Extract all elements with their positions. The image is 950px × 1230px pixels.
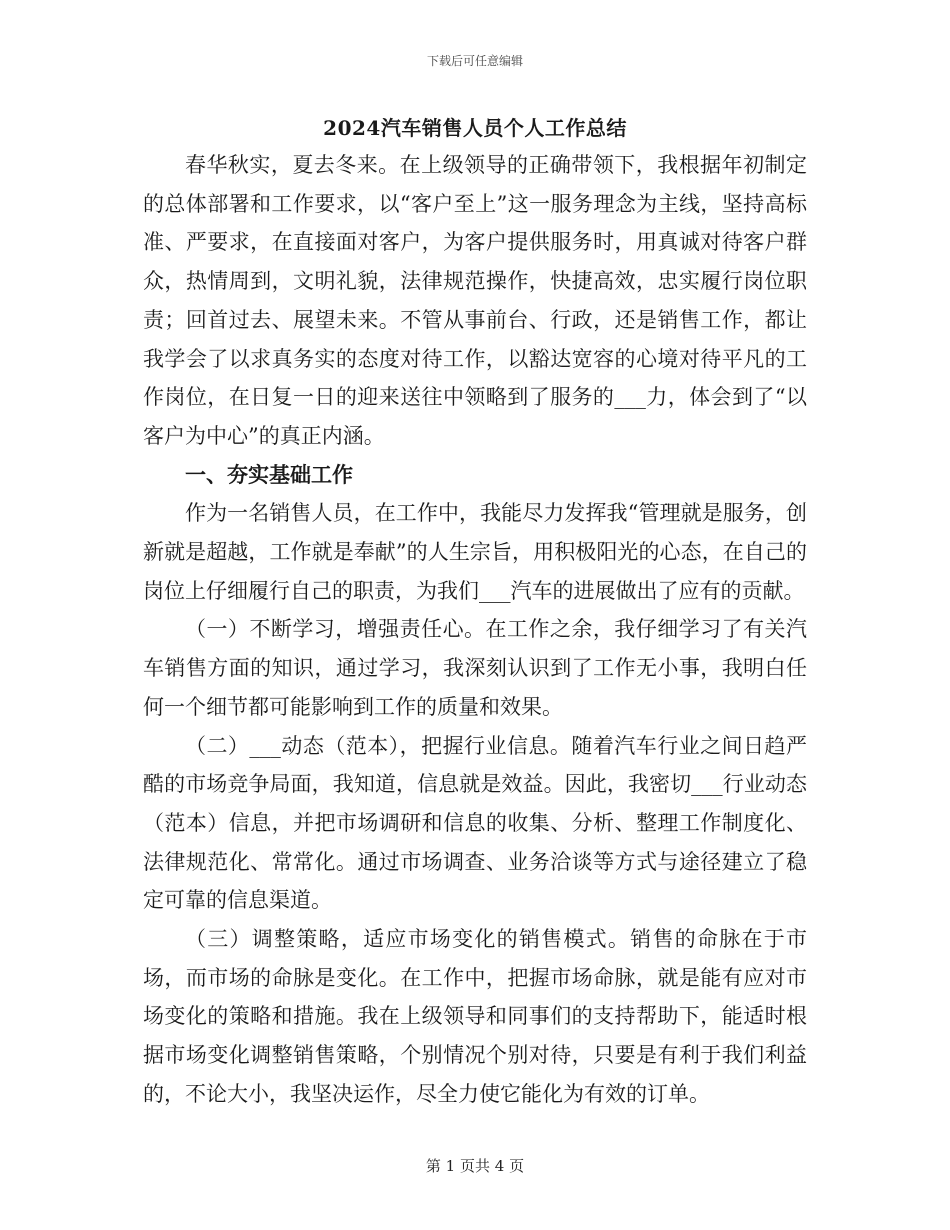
- paragraph-item-1: （一）不断学习，增强责任心。在工作之余，我仔细学习了有关汽车销售方面的知识，通过学习，我深刻认识到了工作无小事，我明白任何一个细节都可能影响到工作的质量和效果。: [143, 617, 807, 719]
- paragraph-section-1: 作为一名销售人员，在工作中，我能尽力发挥我“管理就是服务，创新就是超越，工作就是奉献”的人生宗旨，用积极阳光的心态，在自己的岗位上仔细履行自己的职责，为我们___汽车的进展做出了应有的贡献。: [143, 501, 807, 603]
- page-number: 第 1 页共 4 页: [425, 1157, 525, 1175]
- paragraph-intro: 春华秋实，夏去冬来。在上级领导的正确带领下，我根据年初制定的总体部署和工作要求，以“客户至上”这一服务理念为主线，坚持高标准、严要求，在直接面对客户，为客户提供服务时，用真诚对待客户群众，热情周到，文明礼貌，法律规范操作，快捷高效，忠实履行岗位职责；回首过去、展望未来。不管从事前台、行政，还是销售工作，都让我学会了以求真务实的态度对待工作，以豁达宽容的心境对待平凡的工作岗位，在日复一日的迎来送往中领略到了服务的___力，体会到了“以客户为中心”的真正内涵。: [143, 153, 807, 448]
- page-header-note: 下载后可任意编辑: [426, 54, 523, 68]
- document-title: 2024汽车销售人员个人工作总结: [323, 116, 627, 140]
- document-body: [143, 146, 807, 1114]
- paragraph-item-2: （二）___动态（范本），把握行业信息。随着汽车行业之间日趋严酷的市场竞争局面，我知道，信息就是效益。因此，我密切___行业动态（范本）信息，并把市场调研和信息的收集、分析、整理工作制度化、法律规范化、常常化。通过市场调查、业务洽谈等方式与途径建立了稳定可靠的信息渠道。: [143, 733, 807, 913]
- section-heading-1: 一、夯实基础工作: [185, 461, 353, 487]
- paragraph-item-3: （三）调整策略，适应市场变化的销售模式。销售的命脉在于市场，而市场的命脉是变化。在工作中，把握市场命脉，就是能有应对市场变化的策略和措施。我在上级领导和同事们的支持帮助下，能适时根据市场变化调整销售策略，个别情况个别对待，只要是有利于我们利益的，不论大小，我坚决运作，尽全力使它能化为有效的订单。: [143, 927, 807, 1106]
